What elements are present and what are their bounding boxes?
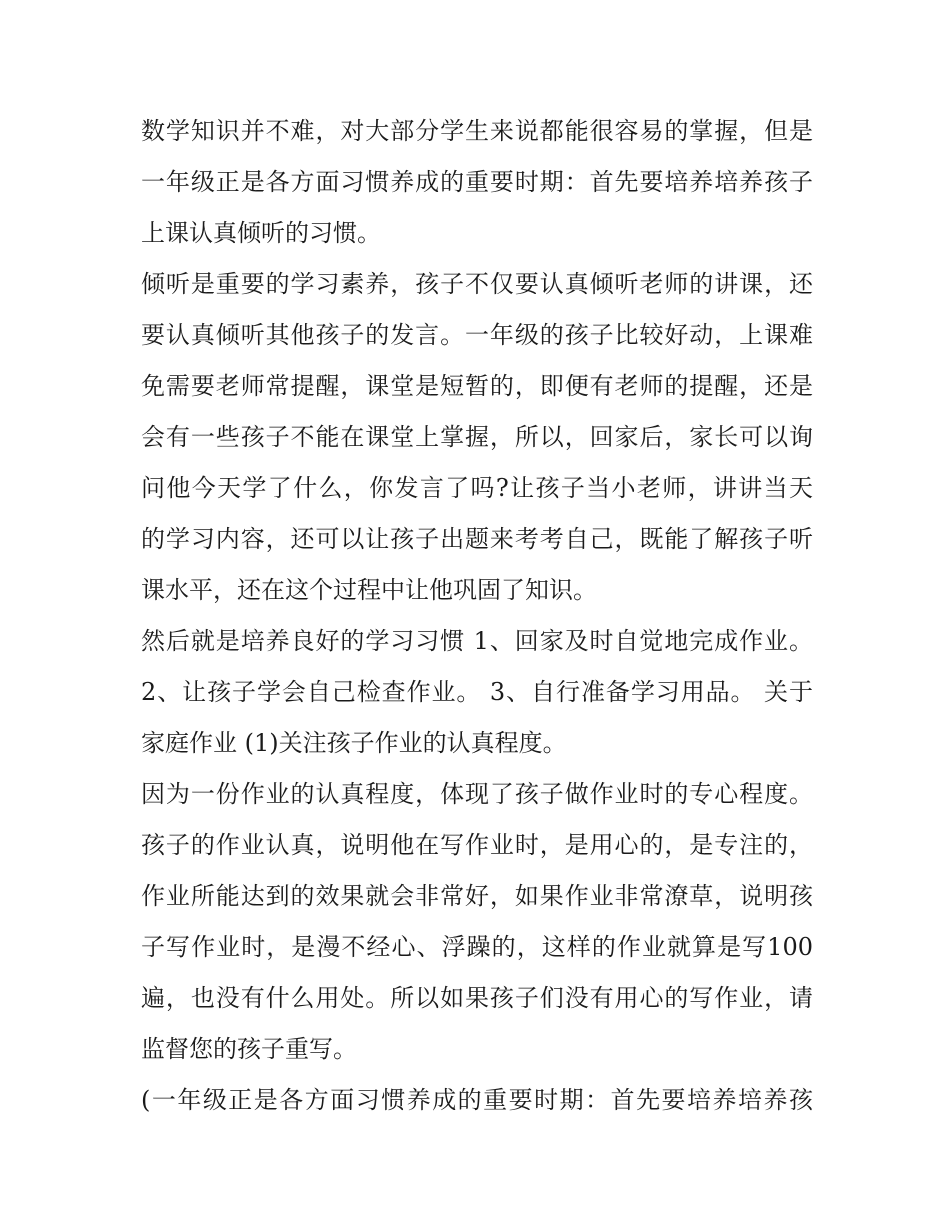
text-line: 课水平，还在这个过程中让他巩固了知识。 — [141, 576, 597, 604]
text-line: 因为一份作业的认真程度，体现了孩子做作业时的专心程度。 — [141, 780, 813, 808]
text-line: 作业所能达到的效果就会非常好，如果作业非常潦草，说明孩 — [141, 882, 813, 910]
text-line: 子写作业时，是漫不经心、浮躁的，这样的作业就算是写100 — [141, 933, 813, 961]
text-line: 会有一些孩子不能在课堂上掌握，所以，回家后，家长可以询 — [141, 423, 813, 451]
text-line: 上课认真倾听的习惯。 — [141, 219, 381, 247]
text-line: 要认真倾听其他孩子的发言。一年级的孩子比较好动，上课难 — [141, 321, 813, 349]
text-line: 监督您的孩子重写。 — [141, 1035, 357, 1063]
document-body — [141, 109, 813, 1129]
text-line: (一年级正是各方面习惯养成的重要时期：首先要培养培养孩 — [141, 1086, 813, 1114]
text-line: 免需要老师常提醒，课堂是短暂的，即便有老师的提醒，还是 — [141, 372, 813, 400]
text-line: 家庭作业 (1)关注孩子作业的认真程度。 — [141, 729, 567, 757]
text-line: 然后就是培养良好的学习习惯 1、回家及时自觉地完成作业。 — [141, 627, 813, 655]
text-line: 倾听是重要的学习素养，孩子不仅要认真倾听老师的讲课，还 — [141, 270, 813, 298]
text-line: 一年级正是各方面习惯养成的重要时期：首先要培养培养孩子 — [141, 168, 813, 196]
text-line: 数学知识并不难，对大部分学生来说都能很容易的掌握，但是 — [141, 117, 813, 145]
text-line: 遍，也没有什么用处。所以如果孩子们没有用心的写作业，请 — [141, 984, 813, 1012]
text-line: 2、让孩子学会自己检查作业。 3、自行准备学习用品。 关于 — [141, 678, 813, 706]
text-line: 问他今天学了什么，你发言了吗?让孩子当小老师，讲讲当天 — [141, 474, 813, 502]
text-line: 孩子的作业认真，说明他在写作业时，是用心的，是专注的， — [141, 831, 813, 859]
text-line: 的学习内容，还可以让孩子出题来考考自己，既能了解孩子听 — [141, 525, 813, 553]
